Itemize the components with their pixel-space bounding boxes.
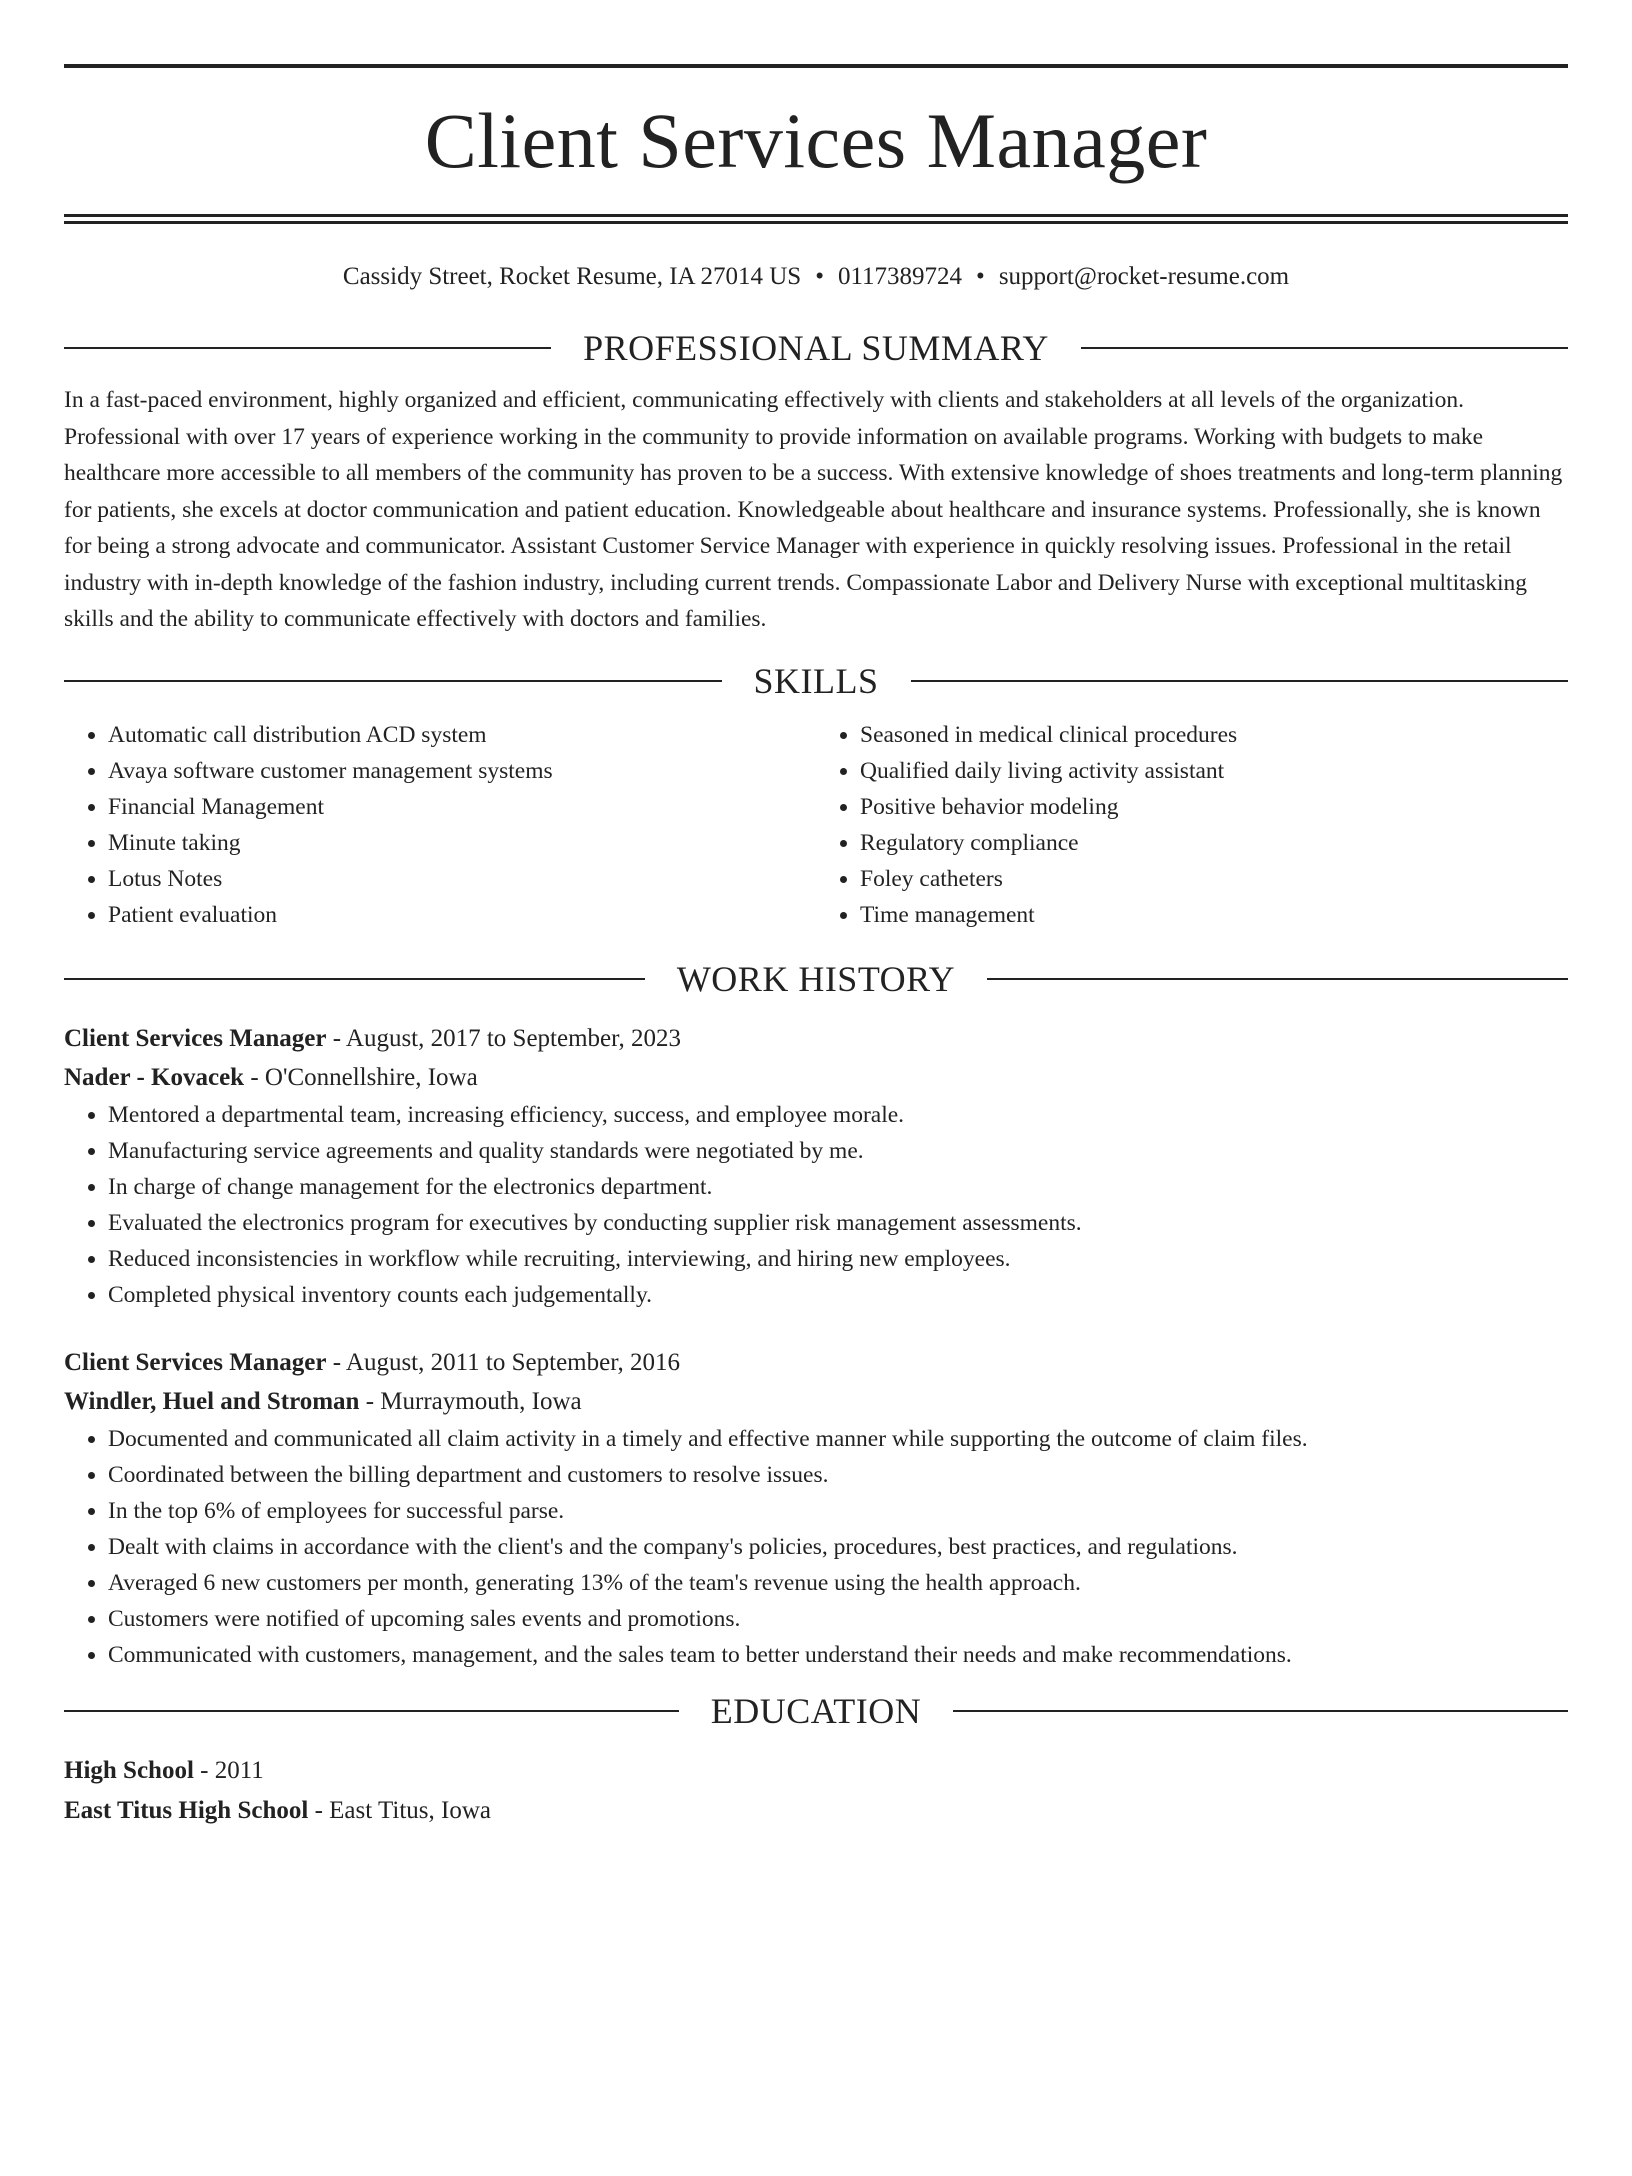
job-company: Windler, Huel and Stroman (64, 1388, 360, 1415)
job-dates: - August, 2011 to September, 2016 (326, 1349, 681, 1376)
contact-separator: • (815, 263, 824, 290)
section-title-summary: PROFESSIONAL SUMMARY (583, 328, 1049, 368)
job-bullet-list (64, 1421, 1568, 1673)
section-header-education (64, 1691, 1568, 1731)
skill-item: • Lotus Notes (108, 861, 816, 897)
job-location: - Murraymouth, Iowa (359, 1388, 582, 1415)
job-title: Client Services Manager (64, 1349, 327, 1376)
top-rule (64, 64, 1568, 68)
education-school: East Titus High School (64, 1797, 309, 1824)
job-entry (64, 1343, 1568, 1673)
job-bullet: • In the top 6% of employees for successful parse. (108, 1493, 1568, 1529)
section-title-work: WORK HISTORY (676, 959, 956, 999)
job-company-line (64, 1382, 1568, 1421)
skills-list-left (64, 717, 816, 933)
section-rule-right (1081, 347, 1568, 349)
section-rule-left (64, 978, 645, 980)
job-title-line (64, 1343, 1568, 1382)
section-rule-left (64, 347, 551, 349)
skill-item: • Automatic call distribution ACD system (108, 717, 816, 753)
job-bullet: • Dealt with claims in accordance with the client's and the company's policies, procedures, best practices, and regulations. (108, 1529, 1568, 1565)
contact-line (64, 262, 1568, 292)
education-location: - East Titus, Iowa (308, 1797, 491, 1824)
job-bullet: • Documented and communicated all claim activity in a timely and effective manner while supporting the outcome of claim files. (108, 1421, 1568, 1457)
section-rule-right (953, 1710, 1568, 1712)
skill-item: • Seasoned in medical clinical procedures (860, 717, 1568, 753)
skill-item: • Time management (860, 897, 1568, 933)
job-bullet: • Completed physical inventory counts each judgementally. (108, 1277, 1568, 1313)
skills-list-right (816, 717, 1568, 933)
contact-email[interactable]: support@rocket-resume.com (998, 263, 1290, 290)
job-bullet: • Communicated with customers, management, and the sales team to better understand their needs and make recommendations. (108, 1637, 1568, 1673)
skill-item: • Regulatory compliance (860, 825, 1568, 861)
section-header-skills (64, 661, 1568, 701)
job-location: - O'Connellshire, Iowa (244, 1064, 478, 1091)
contact-phone: 0117389724 (837, 263, 963, 290)
section-header-summary (64, 328, 1568, 368)
education-degree: High School (64, 1757, 194, 1784)
contact-separator: • (976, 263, 985, 290)
section-rule-left (64, 680, 722, 682)
job-bullet: • Reduced inconsistencies in workflow while recruiting, interviewing, and hiring new employees. (108, 1241, 1568, 1277)
skill-item: • Financial Management (108, 789, 816, 825)
section-title-education: EDUCATION (710, 1691, 922, 1731)
job-spacer (64, 1313, 1568, 1343)
skills-columns (64, 717, 1568, 933)
job-dates: - August, 2017 to September, 2023 (326, 1025, 681, 1052)
skill-item: • Minute taking (108, 825, 816, 861)
section-header-work (64, 959, 1568, 999)
page-title: Client Services Manager (424, 97, 1208, 184)
education-degree-line (64, 1751, 1568, 1791)
education-year: - 2011 (193, 1757, 264, 1784)
job-company-line (64, 1058, 1568, 1097)
job-entry (64, 1019, 1568, 1313)
job-bullet: • Manufacturing service agreements and quality standards were negotiated by me. (108, 1133, 1568, 1169)
section-rule-right (911, 680, 1569, 682)
skill-item: • Positive behavior modeling (860, 789, 1568, 825)
section-rule-left (64, 1710, 679, 1712)
job-bullet: • Coordinated between the billing department and customers to resolve issues. (108, 1457, 1568, 1493)
job-bullet: • Evaluated the electronics program for executives by conducting supplier risk management assessments. (108, 1205, 1568, 1241)
resume-page (0, 64, 1632, 2176)
skill-item: • Avaya software customer management systems (108, 753, 816, 789)
job-title: Client Services Manager (64, 1025, 327, 1052)
job-bullet: • Customers were notified of upcoming sales events and promotions. (108, 1601, 1568, 1637)
job-bullet: • In charge of change management for the electronics department. (108, 1169, 1568, 1205)
education-school-line (64, 1791, 1568, 1831)
section-rule-right (987, 978, 1568, 980)
job-bullet: • Averaged 6 new customers per month, generating 13% of the team's revenue using the health approach. (108, 1565, 1568, 1601)
skill-item: • Patient evaluation (108, 897, 816, 933)
job-company: Nader - Kovacek (64, 1064, 245, 1091)
job-title-line (64, 1019, 1568, 1058)
summary-paragraph: In a fast-paced environment, highly organized and efficient, communicating effectively with clients and stakeholders at all levels of the organization. Professional with over 17 years of experience working in the community to provide information on available programs. Working with budgets to make healthcare more accessible to all members of the community has proven to be a success. With extensive knowledge of shoes treatments and long-term planning for patients, she excels at doctor communication and patient education. Knowledgeable about healthcare and insurance systems. Professionally, she is known for being a strong advocate and communicator. Assistant Customer Service Manager with experience in quickly resolving issues. Professional in the retail industry with in-depth knowledge of the fashion industry, including current trends. Compassionate Labor and Delivery Nurse with exceptional multitasking skills and the ability to communicate effectively with doctors and families. (64, 387, 1563, 632)
contact-address: Cassidy Street, Rocket Resume, IA 27014 US (342, 263, 802, 290)
job-bullet: • Mentored a departmental team, increasing efficiency, success, and employee morale. (108, 1097, 1568, 1133)
section-title-skills: SKILLS (753, 661, 879, 701)
skill-item: • Qualified daily living activity assistant (860, 753, 1568, 789)
title-double-rule (64, 214, 1568, 224)
job-bullet-list (64, 1097, 1568, 1313)
skill-item: • Foley catheters (860, 861, 1568, 897)
